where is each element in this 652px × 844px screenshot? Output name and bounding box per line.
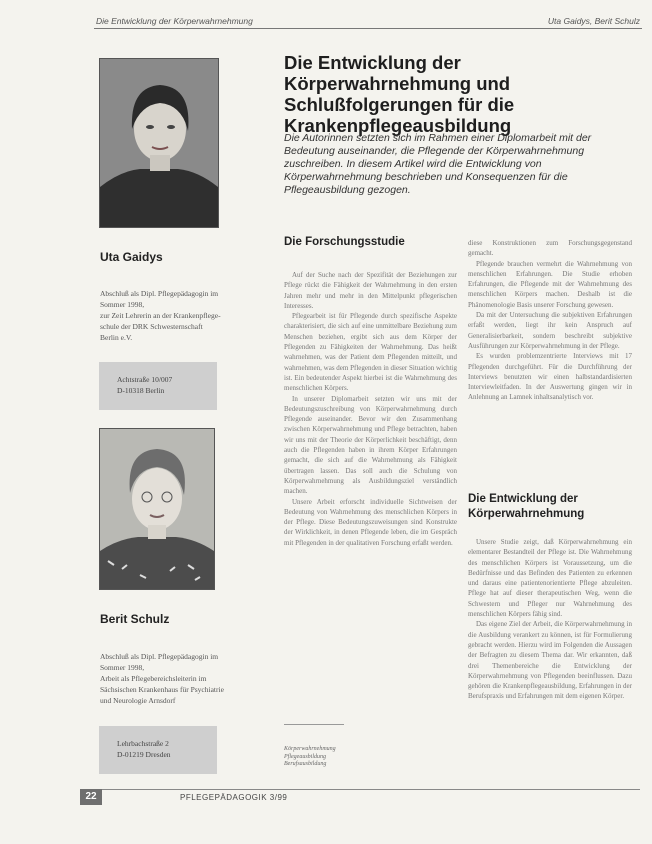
article-lead: Die Autorinnen setzten sich im Rahmen einer Diplomarbeit mit der Bedeutung auseinander, die Pflegende der Körperwahrnehmung zuschreiben. In diesem Artikel wird die Entwicklung von Körperwahrnehmung beschrieben und Konsequenzen für die Pflegeausbildung gezogen. — [284, 132, 592, 196]
author-photo-uta-gaidys — [99, 58, 219, 228]
body-column-2: Auf der Suche nach der Spezifität der Beziehungen zur Pflege rückt die Fähigkeit der Wahrnehmung in den ersten Jahren mehr und mehr in den Mittelpunkt pflegerischen Interesses. Pflegearbeit ist für Pflegende durch spezifische Aspekte charakterisiert, die sich auf eine unmittelbare Beziehung zum Menschen beziehen, ergibt sich aus dem Körper der Pflegenden zu Fähigkeiten der Wahrnehmung. Das heißt wahrnehmen, was der Patient dem Pflegenden mitteilt, und wahrnehmen, was dem Pflegenden in dieser Situation wichtig ist. Ein bedeutender Aspekt hierbei ist die Wahrnehmung des menschlichen Körpers. In unserer Diplomarbeit setzten wir uns mit der Bedeutungszuschreibung von Körperwahrnehmung durch Pflegende auseinander. Bevor wir den Zusammenhang zwischen Körperwahrnehmung und Pflege betrachten, haben wir uns mit der Theorie der Körperlichkeit beschäftigt, denn auch die Pflegenden haben in ihrem Körper Erfahrungen gemacht, die sich auf die Wahrnehmung als Fähigkeit übertragen lassen. Das soll auch die Schulung von Körperwahrnehmung als Ausbildungsziel verständlich machen. Unsere Arbeit erforscht individuelle Sichtweisen der Bedeutung von Wahrnehmung des menschlichen Körpers in der Pflege. Diese Bedeutungszuweisungen sind Konstrukte der Wirklichkeit, in denen Pflegende leben, die im Gespräch mit Pflegenden in der qualitativen Forschung erfaßt werden. — [284, 271, 457, 547]
footer-rule — [80, 789, 640, 790]
article-title: Die Entwicklung der Körperwahrnehmung und Schlußfolgerungen für die Krankenpflegeausbildung — [284, 52, 515, 136]
journal-name: PFLEGEPÄDAGOGIK 3/99 — [180, 793, 288, 802]
author-bio: Abschluß als Dipl. Pflegepädagogin im Sommer 1998, Arbeit als Pflegebereichsleiterin im Sächsischen Krankenhaus für Psychiatrie und Neurologie Arnsdorf — [100, 652, 224, 705]
section-heading-forschungsstudie: Die Forschungsstudie — [284, 236, 405, 248]
running-header-right: Uta Gaidys, Berit Schulz — [547, 16, 640, 26]
author-name: Berit Schulz — [100, 612, 170, 626]
section-heading-entwicklung: Die Entwicklung der Körperwahrnehmung — [468, 493, 585, 520]
running-header-left: Die Entwicklung der Körperwahrnehmung — [96, 16, 253, 26]
author-photo-berit-schulz — [99, 428, 215, 590]
header-rule — [94, 28, 642, 29]
body-column-3-bottom: Unsere Studie zeigt, daß Körperwahrnehmung ein elementarer Bestandteil der Pflege ist. Die Wahrnehmung des menschlichen Körpers ist Voraussetzung, um die Bedürfnisse und das Befinden des Patienten zu erkennen und daraus eine patientenorientierte Pflege abzuleiten. Pflege hat auf dieser therapeutischen Weg, wenn die Schwestern und Pfleger nur Wahrnehmung des menschlichen Körpers fähig sind. Das eigene Ziel der Arbeit, die Körperwahrnehmung in die Ausbildung verankert zu können, ist für Formulierung gebracht werden. Hierzu wird im Folgenden die Aussagen der Befragten zu diesem Thema dar. Wir erkannten, daß drei Themenbereiche die Entwicklung der Körperwahrnehmung von Pflegenden beeinflussen. Dazu gehören die Krankenpflegeausbildung, Erfahrungen in der Berufspraxis und Erfahrungen mit dem eigenen Körper. — [468, 538, 632, 701]
body-column-3-top: diese Konstruktionen zum Forschungsgegenstand gemacht. Pflegende brauchen vermehrt die Wahrnehmung von menschlichen Erfahrungen. Die Studie erhoben Erfahrungen, die Pflegende mit der Wahrnehmung des menschlichen Körpers machen. Deshalb ist die Phänomenologie Basis unserer Forschung gewesen. Da mit der Untersuchung die subjektiven Erfahrungen erfaßt werden, liegt ihr kein Anspruch auf Generalisierbarkeit, sondern beschreibt subjektive Ausführungen zur Körperwahrnehmung in der Pflege. Es wurden problemzentrierte Interviews mit 17 Pflegenden durchgeführt. Für die Durchführung der Interviews benutzten wir einen halbstandardisierten Interviewleitfaden. In der Auswertung gingen wir in Anlehnung an Lamnek inhaltsanalytisch vor. — [468, 239, 632, 402]
page-number: 22 — [80, 789, 102, 805]
footnote-rule — [284, 724, 344, 725]
author-address-box: Achtstraße 10/007 D-10318 Berlin — [99, 362, 217, 410]
author-bio: Abschluß als Dipl. Pflegepädagogin im Sommer 1998, zur Zeit Lehrerin an der Krankenpflege- schule der DRK Schwesternschaft Berlin e.V. — [100, 289, 221, 342]
author-address-box: Lehrbachstraße 2 D-01219 Dresden — [99, 726, 217, 774]
keyword-list: Körperwahrnehmung Pflegeausbildung Berufsausbildung — [284, 746, 336, 767]
author-name: Uta Gaidys — [100, 250, 163, 264]
